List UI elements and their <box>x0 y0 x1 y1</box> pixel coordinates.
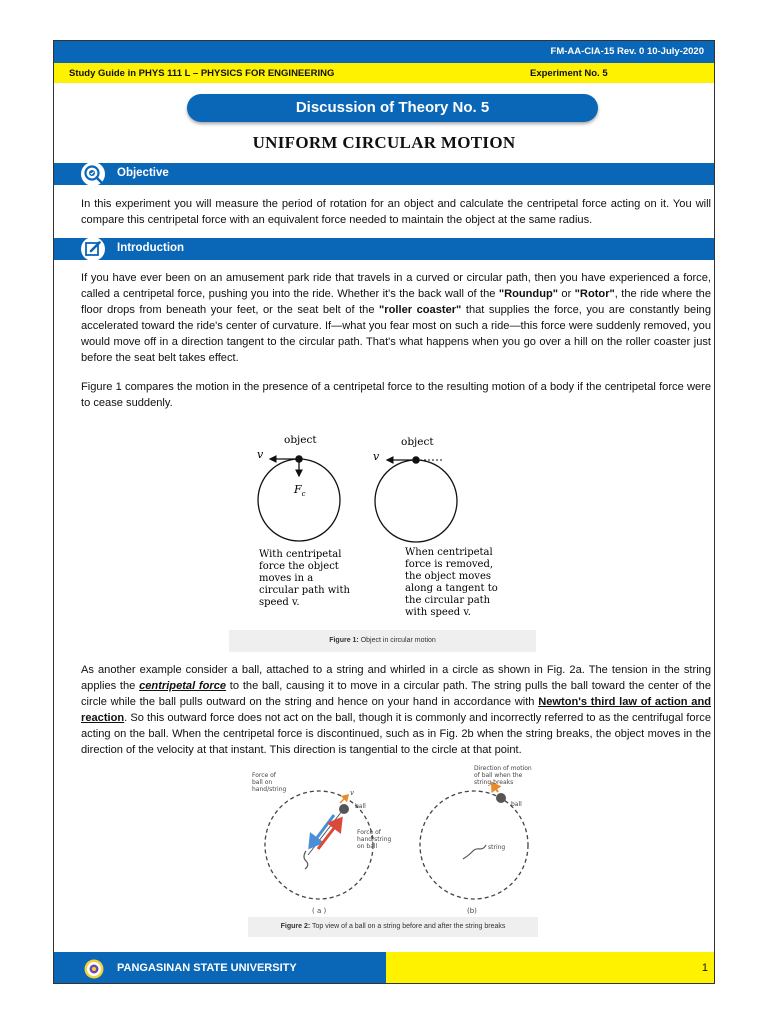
p1-text-4: that supplies the force, you are constantly being accelerated toward the ride's center of curvature. If—what you fear most on such a ride—this force were suddenly removed, you would move off in a direction tangent to the circular path. That's what happens when you go over a hill on the roller coaster just before the seat belt takes effect. <box>81 304 712 365</box>
left-v-label: v <box>257 448 264 461</box>
centripetal-force-term: centripetal force <box>139 680 227 693</box>
intro-paragraph-3 <box>81 662 711 759</box>
document-id: FM-AA-CIA-15 Rev. 0 10-July-2020 <box>550 46 704 57</box>
footer-university-bar <box>54 952 386 984</box>
fig2a-force-on-hand-label: Force of ball on hand/string <box>252 772 287 793</box>
header-top-bar <box>54 41 714 63</box>
right-diagram-caption: When centripetal force is removed, the object moves along a tangent to the circular path with speed v. <box>405 547 498 618</box>
rotor-term: "Rotor" <box>574 288 615 301</box>
introduction-section-header <box>54 238 714 260</box>
right-circle-path <box>375 460 457 542</box>
header-course-bar <box>54 63 714 83</box>
right-object-label: object <box>401 436 434 448</box>
fig2b-ball <box>496 793 506 803</box>
intro-paragraph-1 <box>81 270 711 367</box>
p1-text-3: , the ride where the floor drops from beneath your feet, or the seat belt of the <box>81 288 711 317</box>
document-page <box>53 40 715 984</box>
p3-text-1: As another example consider a ball, attached to a string and whirled in a circle as shown in Fig. 2a. The tension in the string applies the <box>81 664 711 693</box>
fig2a-force-on-ball-label: Force of hand/string on ball <box>357 829 392 850</box>
left-object-label: object <box>284 434 317 446</box>
page-footer <box>54 952 714 984</box>
fig2b-caption-label: (b) <box>467 907 477 915</box>
objective-label: Objective <box>117 167 169 179</box>
fig2a-ball-label: ball <box>355 803 366 810</box>
left-object-dot <box>295 455 303 463</box>
fig2a-caption-label: ( a ) <box>312 907 327 915</box>
right-v-label: v <box>373 450 380 463</box>
figure-2-caption-label: Figure 2: <box>280 923 311 930</box>
figure-1-caption-text: Object in circular motion <box>358 637 436 644</box>
experiment-number: Experiment No. 5 <box>530 68 608 79</box>
figure-1-diagram <box>229 427 536 627</box>
fig2a-string <box>308 811 342 855</box>
pencil-edit-icon <box>81 237 105 261</box>
figure-2-caption <box>248 917 538 937</box>
objective-section-header <box>54 163 714 185</box>
newtons-third-law-term: Newton's third law of action and reaction <box>81 696 712 725</box>
p3-text-2: to the ball, causing it to move in a circular path. The string pulls the ball toward the center of the circle while the ball pulls outward on the string and hence on your hand in accordance with <box>81 680 711 709</box>
fig2a-hand <box>304 851 308 869</box>
footer-page-bar <box>386 952 715 984</box>
figure-1-caption <box>229 630 536 652</box>
roller-coaster-term: "roller coaster" <box>379 304 462 317</box>
page-number: 1 <box>701 962 708 974</box>
page-title: UNIFORM CIRCULAR MOTION <box>252 133 516 152</box>
left-diagram-caption: With centripetal force the object moves in a circular path with speed v. <box>259 549 350 608</box>
objective-text: In this experiment you will measure the period of rotation for an object and calculate the centripetal force acting on it. You will compare this centripetal force with an equivalent force needed to maintain the object at the same radius. <box>81 198 711 227</box>
p1-text-2: or <box>558 288 575 301</box>
university-name: PANGASINAN STATE UNIVERSITY <box>117 962 297 974</box>
fig2b-direction-label: Direction of motion of ball when the string breaks <box>474 765 532 786</box>
fig2a-ball <box>339 804 349 814</box>
intro-paragraph-2: Figure 1 compares the motion in the presence of a centripetal force to the resulting motion of a body if the centripetal force were to cease suddenly. <box>81 381 711 410</box>
fig2a-v-label: v <box>350 789 354 797</box>
discussion-title: Discussion of Theory No. 5 <box>295 99 490 116</box>
figure-1-caption-label: Figure 1: <box>329 637 359 644</box>
p3-text-3: . So this outward force does not act on the ball, though it is commonly and incorrectly referred to as the centrifugal force acting on the ball. When the centripetal force is discontinued, such as in Fig. 2b when the string breaks, the object moves in the direction of the velocity at that instant. This direction is tangential to the circle at that point. <box>81 712 711 757</box>
p1-text-1: If you have ever been on an amusement park ride that travels in a curved or circular path, then you have experienced a force, called a centripetal force, pushing you into the ride. Whether it's the back wall of the <box>81 272 711 301</box>
figure-2-diagram <box>248 761 538 916</box>
study-guide-title: Study Guide in PHYS 111 L – PHYSICS FOR ENGINEERING <box>69 68 335 79</box>
fig2b-string-label: string <box>488 844 506 851</box>
introduction-label: Introduction <box>117 242 185 254</box>
figure-2 <box>248 761 538 937</box>
figure-2-caption-text: Top view of a ball on a string before and after the string breaks <box>310 923 506 930</box>
figure-1 <box>229 427 536 652</box>
roundup-term: "Roundup" <box>498 288 559 301</box>
force-label: $F_c$ <box>294 483 306 498</box>
fig2b-broken-string <box>463 845 486 859</box>
right-object-dot <box>412 456 420 464</box>
fig2b-ball-label: ball <box>511 801 522 808</box>
target-search-icon <box>81 162 105 186</box>
university-seal-logo <box>84 959 104 979</box>
discussion-banner <box>187 94 598 122</box>
